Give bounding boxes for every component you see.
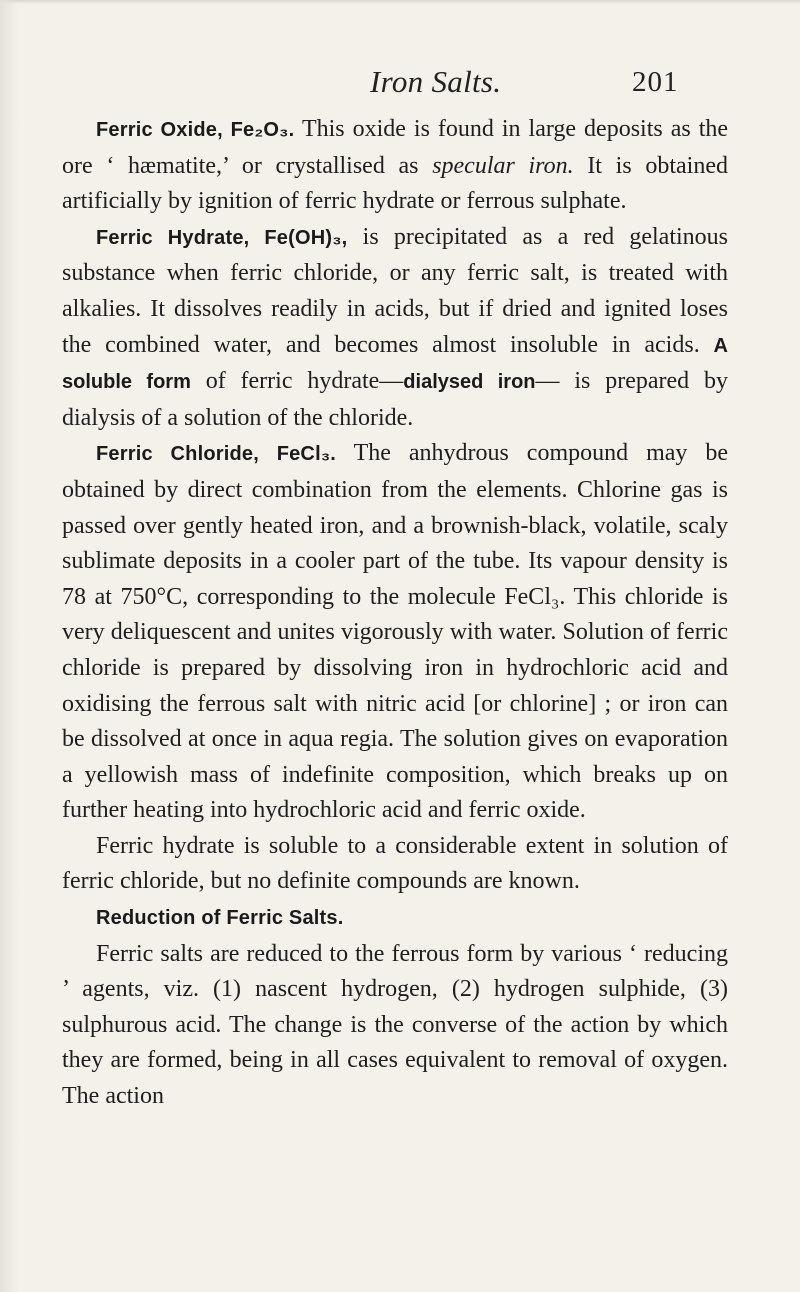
term-dialysed-iron: dialysed iron	[403, 371, 536, 394]
term-ferric-oxide: Ferric Oxide, Fe₂O₃.	[96, 119, 295, 141]
paragraph-text: — is prepared by dialysis of a solution of the chloride.	[62, 368, 728, 431]
paragraph-text: Ferric hydrate is soluble to a considerable extent in solution of ferric chloride, but no definite compounds are known.	[62, 832, 728, 895]
paragraph-ferric-oxide	[62, 112, 728, 220]
paragraph-text: Ferric salts are reduced to the ferrous form by various ‘ reducing ’ agents, viz. (1) nascent hydrogen, (2) hydrogen sulphide, (3) sulphurous acid. The change is the converse of the action by which they are formed, being in all cases equivalent to removal of oxygen. The action	[62, 940, 728, 1110]
paragraph-ferric-hydrate	[62, 220, 728, 437]
paragraph-text: of ferric hydrate—	[190, 368, 404, 395]
running-title: Iron Salts.	[370, 64, 502, 99]
paragraph-text: is precipitated as a red gelatinous substance when ferric chloride, or any ferric salt, is treated with alkalies. It dissolves readily in acids, but if dried and ignited loses the combined water, and becomes almost insoluble in acids.	[62, 223, 729, 358]
page-left-edge	[0, 0, 18, 1292]
emphasis-specular-iron: specular iron.	[432, 152, 574, 179]
paragraph-text: This oxide is found in large deposits as the ore ‘ hæmatite,’ or crystallised as	[62, 116, 729, 179]
paragraph-ferric-chloride	[62, 436, 728, 829]
body-text	[62, 112, 728, 1115]
term-ferric-chloride: Ferric Chloride, FeCl₃.	[96, 443, 337, 466]
paragraph-text: The anhydrous compound may be obtained by direct combination from the elements. Chlorine gas is passed over gently heated iron, and a brownish-black, volatile, scaly sublimate deposits in a cooler part of the tube. Its vapour density is 78 at 750°C, corresponding to the molecule FeCl₃. This chloride is very deliquescent and unites vigorously with water. Solution of ferric chloride is prepared by dissolving iron in hydrochloric acid and oxidising the ferrous salt with nitric acid [or chlorine] ; or iron can be dissolved at once in aqua regia. The solution gives on evaporation a yellowish mass of indefinite composition, which breaks up on further heating into hydrochloric acid and ferric oxide.	[62, 440, 729, 824]
term-soluble-form: A soluble form	[62, 334, 728, 394]
heading-reduction-of-ferric-salts: Reduction of Ferric Salts.	[96, 907, 344, 930]
paragraph-ferric-hydrate-solubility	[62, 829, 728, 900]
section-heading	[62, 900, 728, 937]
page-number: 201	[632, 66, 679, 98]
paragraph-text: It is obtained artificially by ignition of ferric hydrate or ferrous sulphate.	[62, 152, 728, 215]
page-header	[0, 64, 800, 104]
paragraph-reduction	[62, 937, 728, 1115]
term-ferric-hydrate: Ferric Hydrate, Fe(OH)₃,	[96, 226, 348, 249]
page-top-shadow	[0, 0, 800, 4]
